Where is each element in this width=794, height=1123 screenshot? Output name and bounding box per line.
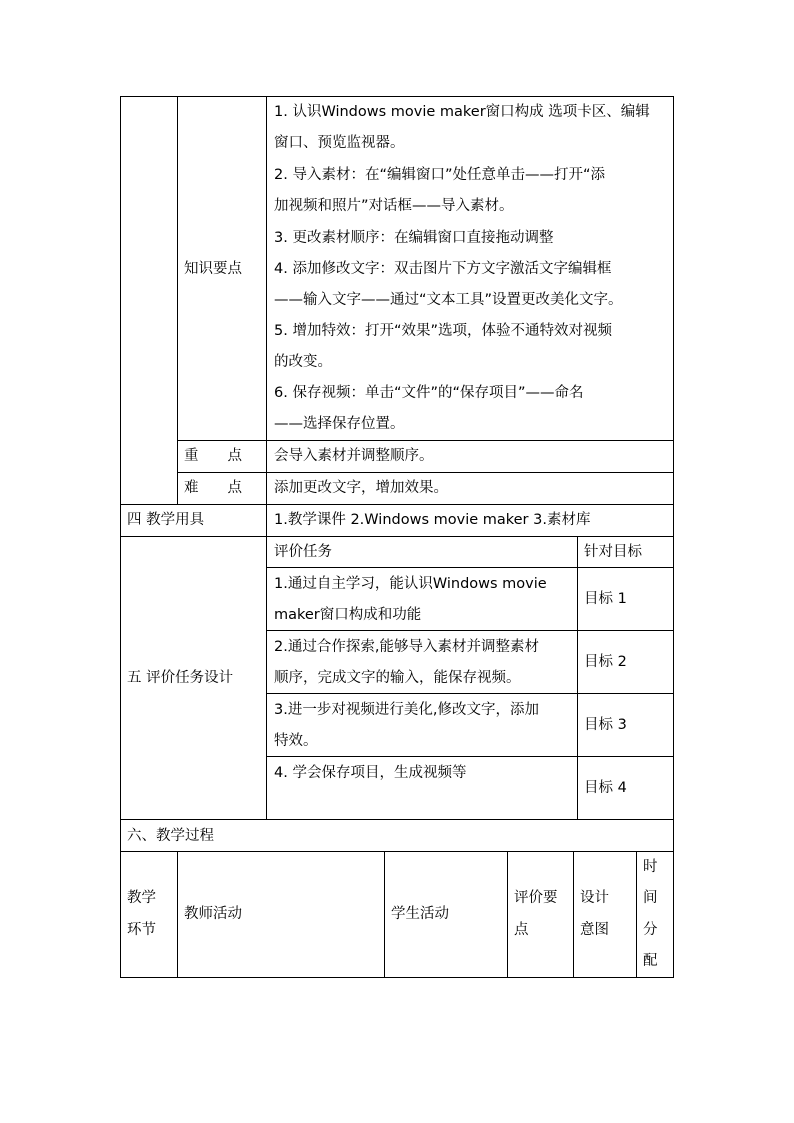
evaluation-goal: 目标 3 [584,717,627,733]
table-bottom-border [120,977,674,978]
process-title: 六、教学过程 [127,828,214,844]
divider [384,851,385,978]
evaluation-task-line: 2.通过合作探索,能够导入素材并调整素材 [274,639,539,655]
divider [120,536,674,537]
divider [120,851,674,852]
divider [120,819,674,820]
divider [177,440,674,441]
divider [120,504,674,505]
table-top-border [120,96,674,97]
evaluation-task-line: 特效。 [274,733,318,749]
evaluation-task-line: 3.进一步对视频进行美化,修改文字，添加 [274,702,539,718]
difficulty-text: 添加更改文字，增加效果。 [274,480,448,496]
key-point-label: 重 点 [184,448,242,464]
evaluation-task-line: 4. 学会保存项目，生成视频等 [274,765,467,781]
knowledge-line: ——输入文字——通过“文本工具”设置更改美化文字。 [274,292,623,308]
knowledge-line: 3. 更改素材顺序：在编辑窗口直接拖动调整 [274,230,554,246]
col-student: 学生活动 [391,906,449,922]
col-eval: 评价要 [514,890,558,906]
evaluation-header-task: 评价任务 [274,544,332,560]
knowledge-line: 窗口、预览监视器。 [274,135,405,151]
knowledge-line: 1. 认识Windows movie maker窗口构成 选项卡区、编辑 [274,104,650,120]
tools-text: 1.教学课件 2.Windows movie maker 3.素材库 [274,512,591,528]
col-eval: 点 [514,922,529,938]
col-design: 意图 [580,922,609,938]
evaluation-header-goal: 针对目标 [584,544,642,560]
col-stage: 环节 [127,922,156,938]
knowledge-line: 加视频和照片”对话框——导入素材。 [274,198,514,214]
divider [266,756,674,757]
col-time: 分 [643,922,658,938]
table-right-border [673,96,674,978]
knowledge-line: 5. 增加特效：打开“效果”选项，体验不通特效对视频 [274,323,612,339]
divider [636,851,637,978]
tools-label: 四 教学用具 [127,512,205,528]
divider [266,96,267,820]
divider [266,630,674,631]
knowledge-line: 6. 保存视频：单击“文件”的“保存项目”——命名 [274,385,584,401]
evaluation-task-line: 顺序，完成文字的输入，能保存视频。 [274,670,521,686]
col-teacher: 教师活动 [184,906,242,922]
divider [573,851,574,978]
knowledge-line: 的改变。 [274,354,332,370]
knowledge-line: ——选择保存位置。 [274,416,405,432]
col-time: 时 [643,859,658,875]
divider [266,567,674,568]
col-design: 设计 [580,890,609,906]
table-left-border [120,96,121,978]
key-point-text: 会导入素材并调整顺序。 [274,448,434,464]
divider [266,693,674,694]
divider [177,851,178,978]
evaluation-task-line: maker窗口构成和功能 [274,607,422,623]
evaluation-label: 五 评价任务设计 [127,670,234,686]
difficulty-label: 难 点 [184,480,242,496]
divider [507,851,508,978]
divider [577,536,578,820]
knowledge-label: 知识要点 [184,261,242,277]
divider [177,96,178,504]
evaluation-goal: 目标 4 [584,780,627,796]
col-stage: 教学 [127,890,156,906]
divider [177,472,674,473]
knowledge-line: 2. 导入素材：在“编辑窗口”处任意单击——打开“添 [274,167,605,183]
knowledge-line: 4. 添加修改文字：双击图片下方文字激活文字编辑框 [274,261,612,277]
evaluation-goal: 目标 1 [584,591,627,607]
col-time: 配 [643,953,658,969]
col-time: 间 [643,890,658,906]
evaluation-goal: 目标 2 [584,654,627,670]
evaluation-task-line: 1.通过自主学习，能认识Windows movie [274,576,547,592]
